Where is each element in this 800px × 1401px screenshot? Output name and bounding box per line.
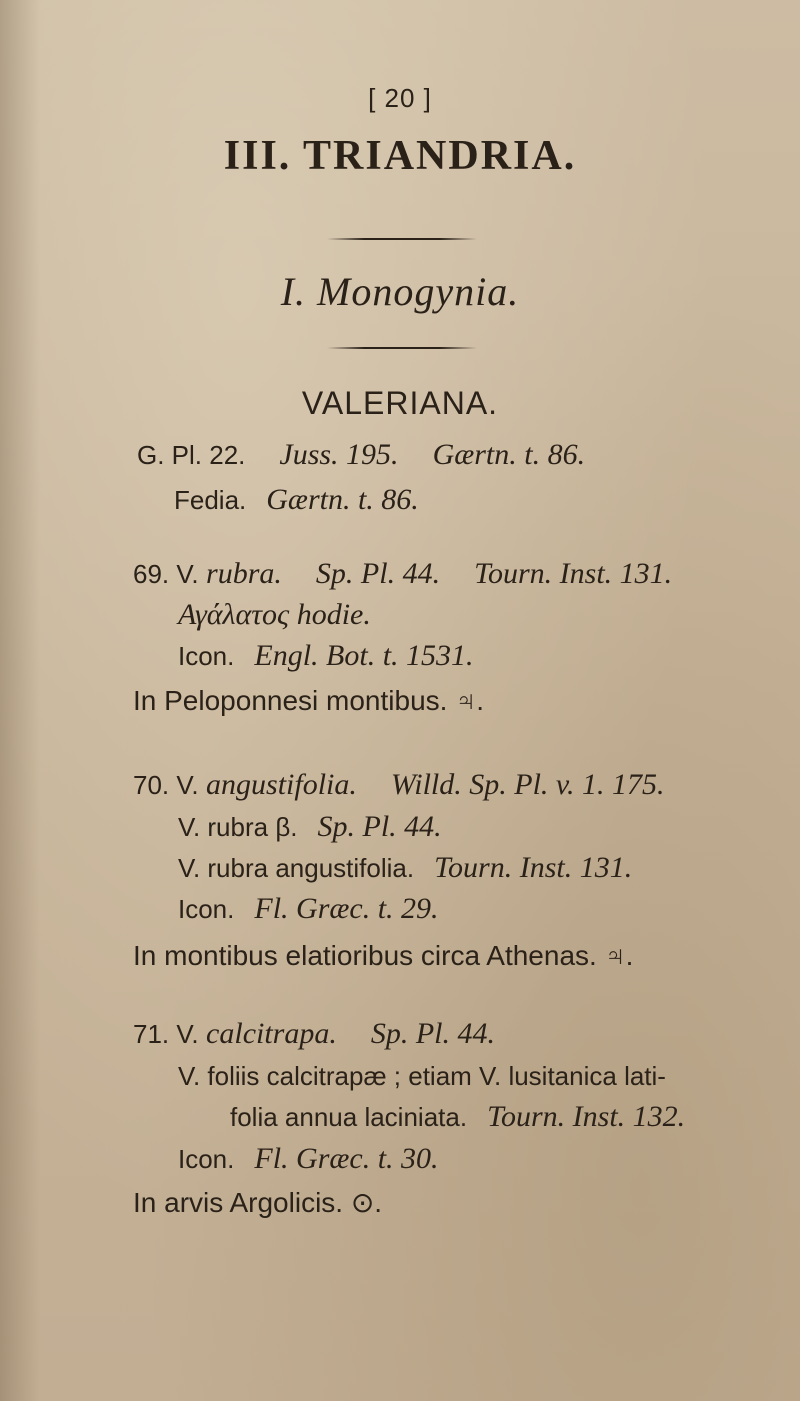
entry-70-icon-line <box>178 891 439 927</box>
genus-title: VALERIANA. <box>301 385 499 421</box>
entry-70-synonym-2-name: V. rubra angustifolia. <box>178 853 415 883</box>
genus-ref-gaertner: Gærtn. t. 86. <box>432 438 586 471</box>
entry-70-habitat: In montibus elatioribus circa Athenas. ♃. <box>133 940 634 971</box>
entry-71-synonym-2-ref: Tourn. Inst. 132. <box>487 1100 686 1133</box>
entry-71-icon-ref: Fl. Græc. t. 30. <box>254 1142 439 1175</box>
entry-69-ref-tournefort: Tourn. Inst. 131. <box>474 557 673 590</box>
entry-69-vernacular-greek: Αγάλατος <box>178 598 290 631</box>
entry-69-number: 69. V. <box>133 559 199 589</box>
entry-69-habitat: In Peloponnesi montibus. ♃. <box>133 685 484 716</box>
entry-69-icon-ref: Engl. Bot. t. 1531. <box>254 639 474 672</box>
entry-69-icon-line <box>178 638 474 674</box>
genus-references-line-1 <box>137 437 585 473</box>
genus-ref-jussieu: Juss. 195. <box>279 438 399 471</box>
entry-70-icon-label: Icon. <box>178 894 235 924</box>
entry-70-icon-ref: Fl. Græc. t. 29. <box>254 892 439 925</box>
binding-shadow <box>0 0 40 1401</box>
entry-69-heading <box>133 556 672 592</box>
genus-references-line-2 <box>174 482 419 518</box>
entry-70-synonym-2-ref: Tourn. Inst. 131. <box>434 851 633 884</box>
entry-71-heading <box>133 1016 495 1052</box>
entry-70-synonym-2 <box>178 850 632 886</box>
entry-69-ref-species-plantarum: Sp. Pl. 44. <box>315 557 441 590</box>
entry-70-heading <box>133 767 665 803</box>
entry-70-name: angustifolia. <box>206 768 357 801</box>
entry-71-synonym-2 <box>230 1099 685 1135</box>
entry-69-name: rubra. <box>206 557 282 590</box>
entry-70-synonym-1 <box>178 809 442 845</box>
entry-70-synonym-1-ref: Sp. Pl. 44. <box>317 810 442 843</box>
entry-69-vernacular-note: hodie. <box>296 598 371 631</box>
genus-ref-genera-plantarum: G. Pl. 22. <box>137 440 246 470</box>
entry-69-vernacular-line <box>178 597 371 633</box>
entry-70-number: 70. V. <box>133 770 199 800</box>
entry-71-icon-label: Icon. <box>178 1144 235 1174</box>
divider-rule-bottom <box>327 347 477 349</box>
entry-69-icon-label: Icon. <box>178 641 235 671</box>
entry-71-synonym-2-name: folia annua laciniata. <box>230 1102 468 1132</box>
entry-71-number: 71. V. <box>133 1019 199 1049</box>
entry-71-icon-line <box>178 1141 439 1177</box>
divider-rule-top <box>327 238 477 240</box>
order-title: I. Monogynia. <box>280 269 520 314</box>
entry-70-synonym-1-name: V. rubra β. <box>178 812 298 842</box>
genus-synonym-ref: Gærtn. t. 86. <box>266 483 419 516</box>
entry-71-ref-species-plantarum: Sp. Pl. 44. <box>370 1017 496 1050</box>
entry-71-synonym-1: V. foliis calcitrapæ ; etiam V. lusitanica lati- <box>178 1061 666 1091</box>
class-title: III. TRIANDRIA. <box>223 133 577 179</box>
genus-synonym-fedia: Fedia. <box>174 485 247 515</box>
entry-71-habitat: In arvis Argolicis. ⊙. <box>133 1187 383 1218</box>
entry-70-ref-willdenow: Willd. Sp. Pl. v. 1. 175. <box>390 768 665 801</box>
page-number: [ 20 ] <box>368 83 432 113</box>
entry-71-name: calcitrapa. <box>206 1017 337 1050</box>
